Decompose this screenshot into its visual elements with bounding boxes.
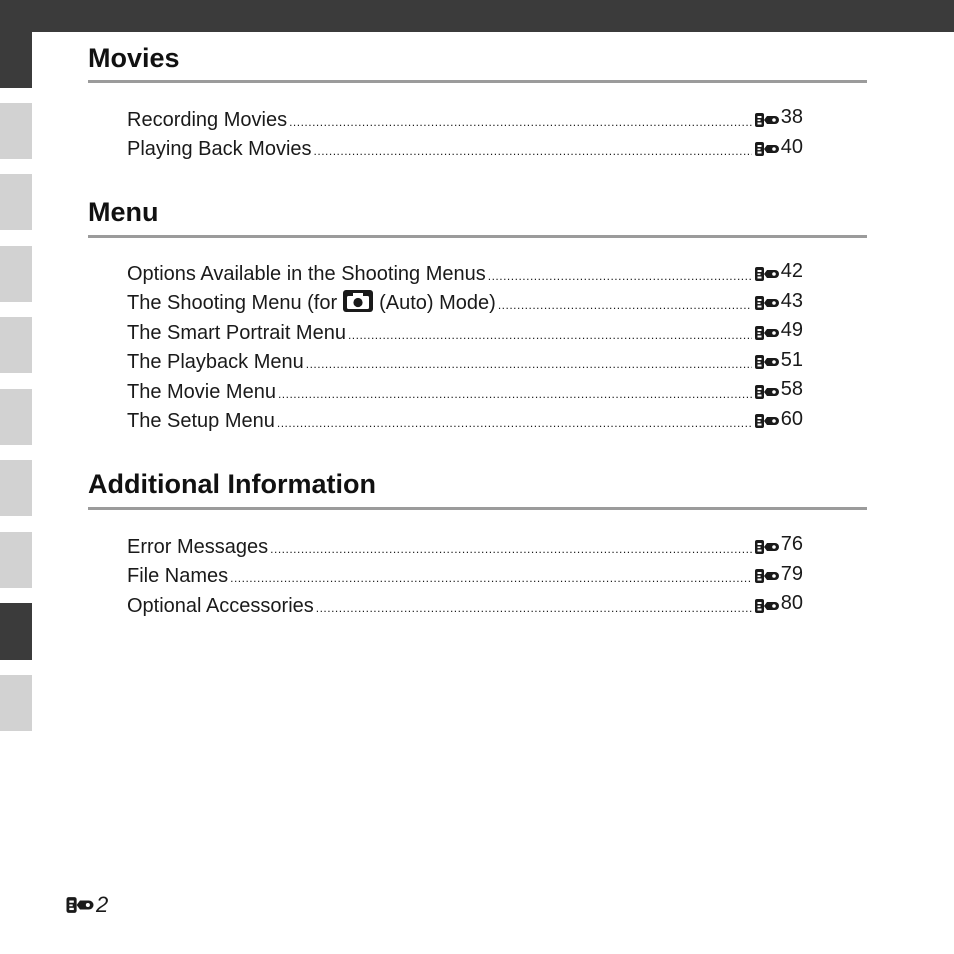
toc-item-label: The Playback Menu	[127, 351, 304, 374]
toc-item[interactable]	[127, 133, 803, 163]
toc-item[interactable]	[127, 316, 803, 346]
e-reference-icon	[755, 266, 779, 282]
toc-item-label: Options Available in the Shooting Menus	[127, 262, 486, 285]
side-tab[interactable]	[0, 32, 32, 88]
toc-item-label: File Names	[127, 565, 229, 588]
toc-item[interactable]	[127, 560, 803, 590]
toc-item-label: The Smart Portrait Menu	[127, 321, 346, 344]
e-reference-icon	[755, 413, 779, 429]
section-divider	[88, 507, 867, 510]
page-number: 40	[780, 135, 803, 158]
page-number: 60	[780, 407, 803, 430]
toc-item-page	[755, 560, 803, 590]
e-reference-icon	[755, 598, 779, 614]
toc-list	[127, 103, 803, 162]
side-tab[interactable]	[0, 174, 32, 230]
dot-leader	[488, 270, 752, 282]
dot-leader	[348, 329, 752, 341]
toc-item-page	[755, 257, 803, 287]
toc-item-page	[755, 316, 803, 346]
toc-item-label: The Setup Menu	[127, 410, 275, 433]
dot-leader	[230, 572, 752, 584]
page-number: 49	[780, 319, 803, 341]
page-number: 42	[780, 260, 803, 282]
side-tab[interactable]	[0, 246, 32, 302]
e-reference-icon	[755, 112, 779, 128]
side-tab[interactable]	[0, 532, 32, 588]
toc-item-page	[755, 375, 803, 405]
dot-leader	[270, 543, 752, 555]
toc-item[interactable]	[127, 530, 803, 560]
e-reference-icon	[755, 295, 779, 311]
section-title: Menu	[88, 197, 159, 227]
toc-item-label-after: (Auto) Mode)	[379, 292, 496, 315]
side-tab-current[interactable]	[0, 603, 32, 660]
section-divider	[88, 235, 867, 238]
toc-item-label-before: The Shooting Menu (for	[127, 292, 338, 315]
page-number: 51	[780, 348, 803, 371]
section-divider	[88, 80, 867, 83]
section-menu	[88, 196, 867, 433]
toc-item-label: Error Messages	[127, 535, 269, 558]
toc-item[interactable]	[127, 103, 803, 133]
toc-item[interactable]	[127, 287, 803, 317]
dot-leader	[306, 358, 752, 370]
toc-item[interactable]	[127, 405, 803, 435]
toc-list	[127, 257, 803, 434]
toc-item-label	[127, 289, 496, 319]
dot-leader	[314, 145, 752, 157]
dot-leader	[316, 602, 752, 614]
page-number: 79	[780, 562, 803, 585]
toc-item[interactable]	[127, 346, 803, 376]
toc-item-page	[755, 133, 803, 163]
toc-item-page	[755, 405, 803, 435]
toc-item-page	[755, 287, 803, 317]
e-reference-icon	[755, 384, 779, 400]
toc-item[interactable]	[127, 589, 803, 619]
dot-leader	[498, 299, 752, 311]
page-number: 58	[780, 378, 803, 400]
side-tab[interactable]	[0, 675, 32, 731]
e-reference-icon	[755, 568, 779, 584]
toc-item-page	[755, 103, 803, 133]
section-title: Additional Information	[88, 469, 376, 499]
dot-leader	[278, 388, 752, 400]
side-tab[interactable]	[0, 317, 32, 373]
dot-leader	[277, 417, 752, 429]
page-number: 76	[780, 533, 803, 555]
section-additional-information	[88, 468, 867, 617]
dot-leader	[289, 116, 752, 128]
page-footer	[66, 892, 108, 918]
toc-item[interactable]	[127, 375, 803, 405]
e-reference-icon	[755, 141, 779, 157]
section-movies	[88, 42, 867, 161]
footer-page-number: 2	[96, 892, 109, 917]
toc-item-label: The Movie Menu	[127, 380, 276, 403]
page-number: 43	[780, 289, 803, 312]
top-bar	[0, 0, 954, 32]
toc-item-page	[755, 530, 803, 560]
section-title: Movies	[88, 43, 180, 73]
side-tab[interactable]	[0, 103, 32, 159]
toc-item-label: Optional Accessories	[127, 594, 314, 617]
toc-item-page	[755, 346, 803, 376]
toc-item-page	[755, 589, 803, 619]
side-tab[interactable]	[0, 460, 32, 516]
e-reference-icon	[755, 539, 779, 555]
side-tab[interactable]	[0, 389, 32, 445]
camera-icon	[343, 290, 373, 312]
e-reference-icon	[66, 896, 94, 914]
toc-list	[127, 530, 803, 619]
page-number: 38	[780, 106, 803, 128]
toc-item[interactable]	[127, 257, 803, 287]
toc-item-label: Playing Back Movies	[127, 138, 312, 161]
toc-item-label: Recording Movies	[127, 108, 288, 131]
e-reference-icon	[755, 325, 779, 341]
page-number: 80	[780, 592, 803, 614]
e-reference-icon	[755, 354, 779, 370]
